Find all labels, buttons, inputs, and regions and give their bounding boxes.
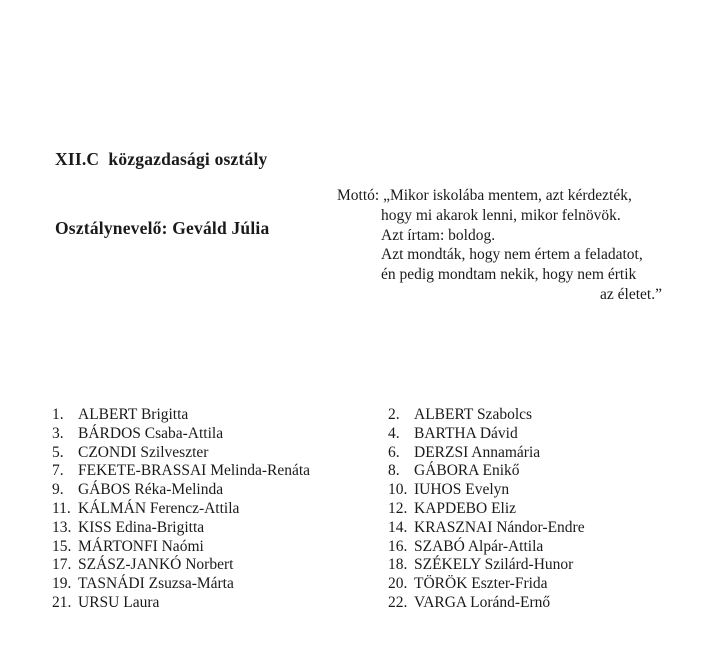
student-name: KÁLMÁN Ferencz-Attila [78, 499, 240, 517]
student-list [52, 406, 677, 613]
class-teacher: Osztálynevelő: Geváld Júlia [55, 218, 270, 238]
student-name: MÁRTONFI Naómi [78, 537, 204, 555]
student-name: URSU Laura [78, 593, 160, 611]
list-row [52, 500, 677, 519]
list-number: 22. [388, 593, 408, 611]
list-item [52, 556, 388, 575]
motto-block [337, 186, 662, 305]
list-number: 9. [52, 481, 64, 499]
list-item [52, 538, 388, 557]
student-name: TASNÁDI Zsuzsa-Márta [78, 575, 234, 593]
list-number: 6. [388, 443, 400, 461]
student-name: GÁBOS Réka-Melinda [78, 481, 224, 499]
list-item [52, 462, 388, 481]
list-number: 14. [388, 518, 408, 536]
list-item [52, 519, 388, 538]
list-number: 10. [388, 481, 408, 499]
student-name: DERZSI Annamária [414, 443, 541, 461]
student-name: ALBERT Brigitta [78, 406, 189, 423]
student-name: TÖRÖK Eszter-Frida [414, 575, 548, 593]
list-row [52, 594, 677, 613]
list-item [52, 594, 388, 613]
motto-label: Mottó: [337, 187, 384, 204]
list-item [388, 500, 677, 519]
list-row [52, 575, 677, 594]
list-row [52, 481, 677, 500]
student-name: CZONDI Szilveszter [78, 443, 209, 461]
list-number: 7. [52, 462, 64, 480]
list-item [388, 481, 677, 500]
list-item [388, 462, 677, 481]
list-item [388, 575, 677, 594]
student-name: FEKETE-BRASSAI Melinda-Renáta [78, 462, 311, 480]
list-number: 8. [388, 462, 400, 480]
list-number: 21. [52, 593, 72, 611]
motto-line: Azt mondták, hogy nem értem a feladatot, [381, 246, 643, 264]
motto-line [337, 186, 662, 206]
list-number: 13. [52, 518, 72, 536]
list-item [388, 519, 677, 538]
list-number: 15. [52, 537, 72, 555]
list-item [388, 556, 677, 575]
list-item [52, 425, 388, 444]
list-item [52, 444, 388, 463]
student-name: GÁBORA Enikő [414, 462, 520, 480]
list-number: 17. [52, 556, 72, 574]
list-item [52, 481, 388, 500]
list-number: 5. [52, 443, 64, 461]
list-item [388, 406, 677, 425]
student-name: KAPDEBO Eliz [414, 499, 517, 517]
list-number: 16. [388, 537, 408, 555]
list-row [52, 425, 677, 444]
list-number: 2. [388, 406, 400, 423]
list-row [52, 556, 677, 575]
list-row [52, 444, 677, 463]
motto-line: Azt írtam: boldog. [381, 226, 496, 244]
motto-line: hogy mi akarok lenni, mikor felnövök. [381, 206, 621, 224]
list-number: 11. [52, 499, 71, 517]
list-number: 1. [52, 406, 64, 423]
list-number: 3. [52, 424, 64, 442]
student-name: SZÁSZ-JANKÓ Norbert [78, 556, 234, 574]
student-name: VARGA Loránd-Ernő [414, 593, 551, 611]
list-row [52, 519, 677, 538]
student-name: SZABÓ Alpár-Attila [414, 537, 544, 555]
class-title: XII.C közgazdasági osztály [55, 149, 268, 169]
list-row [52, 462, 677, 481]
student-name: BARTHA Dávid [414, 424, 518, 442]
student-name: KRASZNAI Nándor-Endre [414, 518, 585, 536]
motto-line: én pedig mondtam nekik, hogy nem értik [381, 266, 637, 284]
student-name: ALBERT Szabolcs [414, 406, 533, 423]
student-name: BÁRDOS Csaba-Attila [78, 424, 224, 442]
student-name: IUHOS Evelyn [414, 481, 510, 499]
list-item [388, 538, 677, 557]
list-item [52, 500, 388, 519]
list-item [52, 406, 388, 425]
list-number: 12. [388, 499, 408, 517]
list-item [388, 425, 677, 444]
list-item [388, 444, 677, 463]
motto-line: az életet.” [600, 285, 662, 303]
list-item [388, 594, 677, 613]
motto-text: „Mikor iskolába mentem, azt kérdezték, [383, 187, 632, 204]
list-number: 4. [388, 424, 400, 442]
list-row [52, 538, 677, 557]
list-item [52, 575, 388, 594]
list-number: 19. [52, 575, 72, 593]
list-row [52, 406, 677, 425]
student-name: KISS Edina-Brigitta [78, 518, 205, 536]
list-number: 18. [388, 556, 408, 574]
title-block [55, 102, 269, 286]
list-number: 20. [388, 575, 408, 593]
student-name: SZÉKELY Szilárd-Hunor [414, 556, 574, 574]
